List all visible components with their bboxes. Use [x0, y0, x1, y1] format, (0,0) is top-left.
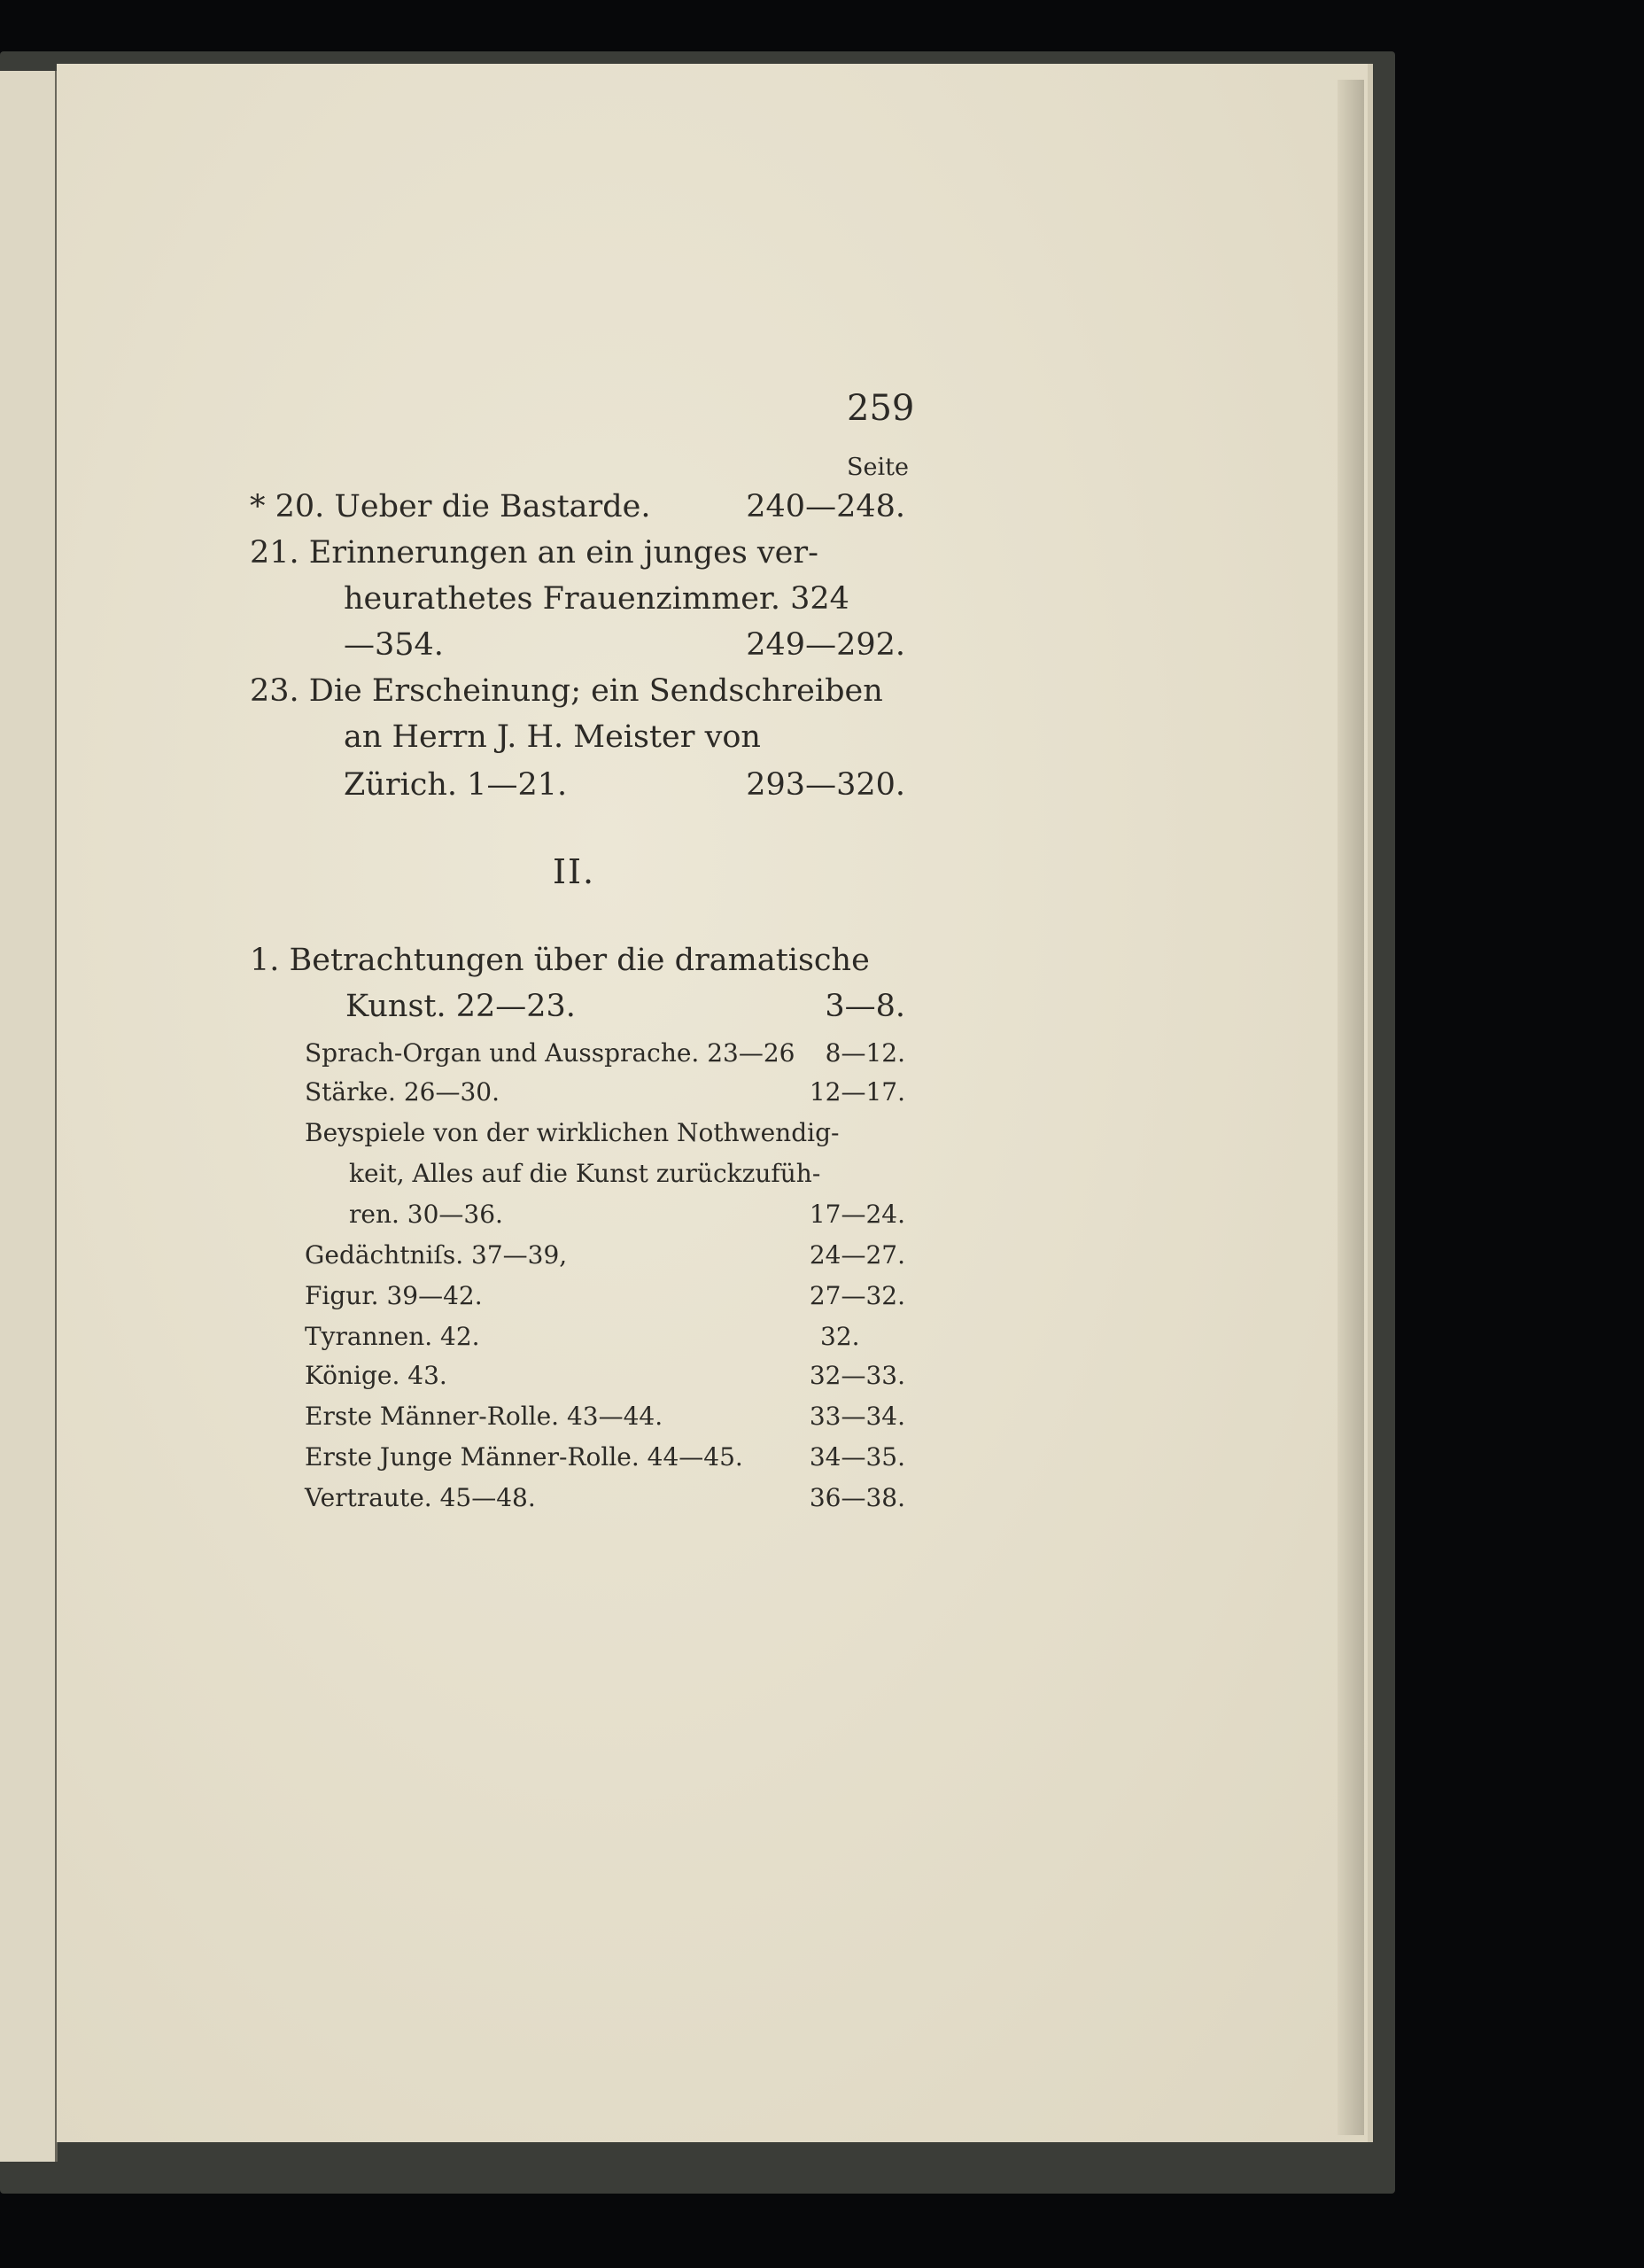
section-heading: II. — [553, 852, 596, 891]
sub-entry-pages: 8—12. — [825, 1038, 905, 1068]
sub-entry-pages: 34—35. — [809, 1442, 905, 1472]
toc-entry-23-line3: Zürich. 1—21. — [344, 767, 568, 803]
toc-entry-21-pages: 249—292. — [746, 627, 905, 663]
toc-entry-21-line1: 21. Erinnerungen an ein junges ver- — [250, 535, 818, 571]
toc-entry-23-line2: an Herrn J. H. Meister von — [344, 719, 761, 755]
sub-entry-title: Erste Junge Männer-Rolle. 44—45. — [305, 1442, 743, 1472]
page-number: 259 — [847, 388, 915, 429]
sub-entry-title: Tyrannen. 42. — [305, 1322, 480, 1351]
toc-entry-20-title: * 20. Ueber die Bastarde. — [250, 489, 651, 524]
sub-entry-pages: 36—38. — [809, 1483, 905, 1512]
toc-entry-1-line1: 1. Betrachtungen über die dramatische — [250, 943, 870, 978]
book-page — [57, 64, 1373, 2142]
column-header: Seite — [847, 454, 909, 481]
sub-entry-pages: 33—34. — [809, 1402, 905, 1431]
sub-entry-line1: Beyspiele von der wirklichen Nothwendig- — [305, 1118, 840, 1147]
sub-entry-pages: 32—33. — [809, 1361, 905, 1390]
sub-entry-line3: ren. 30—36. — [349, 1200, 503, 1229]
toc-entry-23-pages: 293—320. — [746, 767, 905, 803]
sub-entry-title: Figur. 39—42. — [305, 1281, 483, 1310]
sub-entry-line2: keit, Alles auf die Kunst zurückzufüh- — [349, 1159, 821, 1188]
sub-entry-title: Stärke. 26—30. — [305, 1077, 500, 1107]
sub-entry-title: Könige. 43. — [305, 1361, 447, 1390]
sub-entry-pages: 24—27. — [809, 1240, 905, 1270]
toc-entry-1-line2: Kunst. 22—23. — [345, 989, 576, 1024]
toc-entry-20-pages: 240—248. — [746, 489, 905, 524]
toc-entry-1-pages: 3—8. — [825, 989, 905, 1024]
sub-entry-pages: 17—24. — [809, 1200, 905, 1229]
toc-entry-23-line1: 23. Die Erscheinung; ein Sendschreiben — [250, 673, 883, 709]
facing-page-edge — [0, 71, 58, 2162]
toc-entry-21-line3: —354. — [344, 627, 444, 663]
toc-entry-21-line2: heurathetes Frauenzimmer. 324 — [344, 581, 849, 617]
sub-entry-title: Erste Männer-Rolle. 43—44. — [305, 1402, 663, 1431]
sub-entry-pages: 12—17. — [809, 1077, 905, 1107]
sub-entry-pages: 32. — [820, 1322, 860, 1351]
sub-entry-pages: 27—32. — [809, 1281, 905, 1310]
sub-entry-title: Gedächtniſs. 37—39, — [305, 1240, 568, 1270]
page-edge-shadow — [1338, 80, 1364, 2135]
sub-entry-title: Sprach-Organ und Aussprache. 23—26 — [305, 1038, 795, 1068]
sub-entry-title: Vertraute. 45—48. — [305, 1483, 536, 1512]
